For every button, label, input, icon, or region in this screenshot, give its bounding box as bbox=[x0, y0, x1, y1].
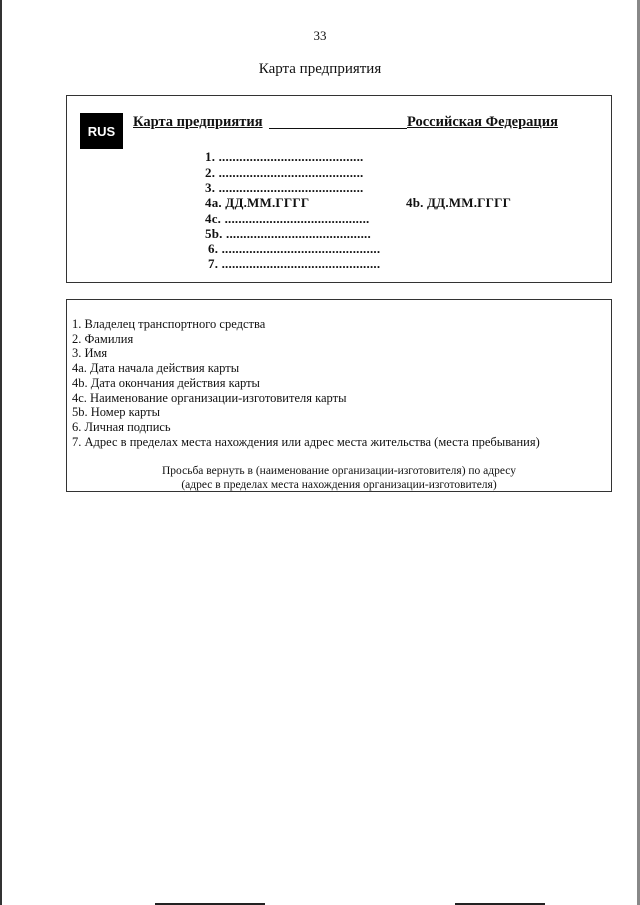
field-6: 6. .............................................. bbox=[208, 241, 381, 256]
return-note bbox=[67, 464, 611, 492]
legend-item: 4a. Дата начала действия карты bbox=[72, 361, 240, 376]
return-note-line-2: (адрес в пределах места нахождения организации-изготовителя) bbox=[181, 479, 497, 491]
heading-underline bbox=[269, 128, 407, 129]
field-7: 7. .............................................. bbox=[208, 256, 381, 271]
legend-item: 4c. Наименование организации-изготовителя карты bbox=[72, 390, 347, 405]
page-number: 33 bbox=[313, 28, 327, 43]
card-front bbox=[66, 95, 612, 283]
country-heading: Российская Федерация bbox=[407, 114, 558, 130]
page-title: Карта предприятия bbox=[258, 61, 382, 77]
legend-item: 3. Имя bbox=[72, 346, 108, 361]
field-2: 2. .......................................... bbox=[205, 165, 364, 180]
field-3: 3. .......................................... bbox=[205, 180, 364, 195]
return-note-line-1: Просьба вернуть в (наименование организации-изготовителя) по адресу bbox=[162, 465, 516, 477]
legend-item: 7. Адрес в пределах места нахождения или адрес места жительства (места пребывания) bbox=[72, 434, 540, 449]
legend-list bbox=[72, 317, 540, 449]
legend-item: 1. Владелец транспортного средства bbox=[72, 317, 266, 331]
card-heading: Карта предприятия bbox=[133, 114, 263, 130]
country-badge: RUS bbox=[80, 113, 123, 149]
field-4a: 4a. ДД.ММ.ГГГГ bbox=[205, 195, 310, 210]
legend-item: 6. Личная подпись bbox=[72, 419, 171, 434]
card-back bbox=[66, 299, 612, 492]
field-5b: 5b. .......................................... bbox=[205, 226, 371, 241]
field-4b: 4b. ДД.ММ.ГГГГ bbox=[406, 195, 512, 210]
legend-item: 2. Фамилия bbox=[72, 331, 134, 346]
legend-item: 4b. Дата окончания действия карты bbox=[72, 375, 260, 390]
field-1: 1. .......................................... bbox=[205, 149, 364, 164]
page-left-edge bbox=[0, 0, 2, 905]
legend-item: 5b. Номер карты bbox=[72, 405, 161, 420]
field-4c: 4c. .......................................... bbox=[205, 211, 370, 226]
